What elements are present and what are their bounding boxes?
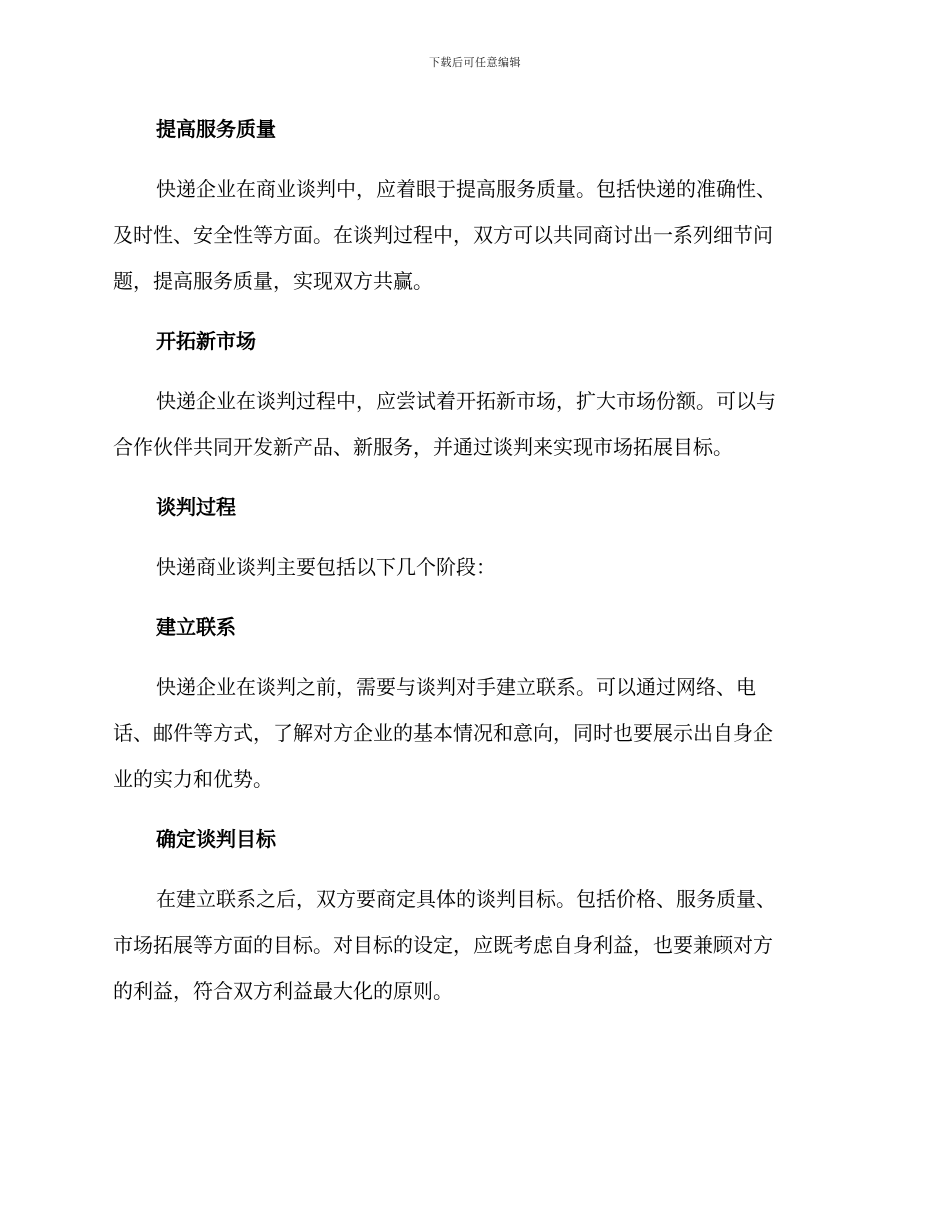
section-heading: 确定谈判目标: [156, 827, 276, 851]
section-heading: 提高服务质量: [156, 117, 276, 141]
paragraph-line: 话、邮件等方式，了解对方企业的基本情况和意向，同时也要展示出自身企: [113, 721, 773, 745]
section-paragraph: [113, 664, 835, 802]
paragraph-line: 在建立联系之后，双方要商定具体的谈判目标。包括价格、服务质量、: [156, 887, 776, 911]
paragraph-line: 快递商业谈判主要包括以下几个阶段：: [156, 555, 496, 579]
paragraph-line: 的利益，符合双方利益最大化的原则。: [113, 979, 453, 1003]
paragraph-line: 市场拓展等方面的目标。对目标的设定，应既考虑自身利益，也要兼顾对方: [113, 933, 773, 957]
section-paragraph: [113, 876, 835, 1014]
paragraph-line: 快递企业在谈判过程中，应尝试着开拓新市场，扩大市场份额。可以与: [156, 389, 776, 413]
section-paragraph: [113, 166, 835, 304]
paragraph-line: 业的实力和优势。: [113, 767, 273, 791]
document-body: [113, 110, 835, 1014]
section-heading: 建立联系: [156, 615, 236, 639]
paragraph-line: 快递企业在谈判之前，需要与谈判对手建立联系。可以通过网络、电: [156, 675, 756, 699]
page-header: 下载后可任意编辑: [429, 56, 521, 69]
section-heading: 开拓新市场: [156, 329, 256, 353]
paragraph-line: 及时性、安全性等方面。在谈判过程中，双方可以共同商讨出一系列细节问: [113, 223, 773, 247]
paragraph-line: 快递企业在商业谈判中，应着眼于提高服务质量。包括快递的准确性、: [156, 177, 776, 201]
section-heading: 谈判过程: [156, 495, 236, 519]
section-paragraph: [113, 544, 835, 590]
paragraph-line: 合作伙伴共同开发新产品、新服务，并通过谈判来实现市场拓展目标。: [113, 435, 733, 459]
section-paragraph: [113, 378, 835, 470]
paragraph-line: 题，提高服务质量，实现双方共赢。: [113, 269, 433, 293]
